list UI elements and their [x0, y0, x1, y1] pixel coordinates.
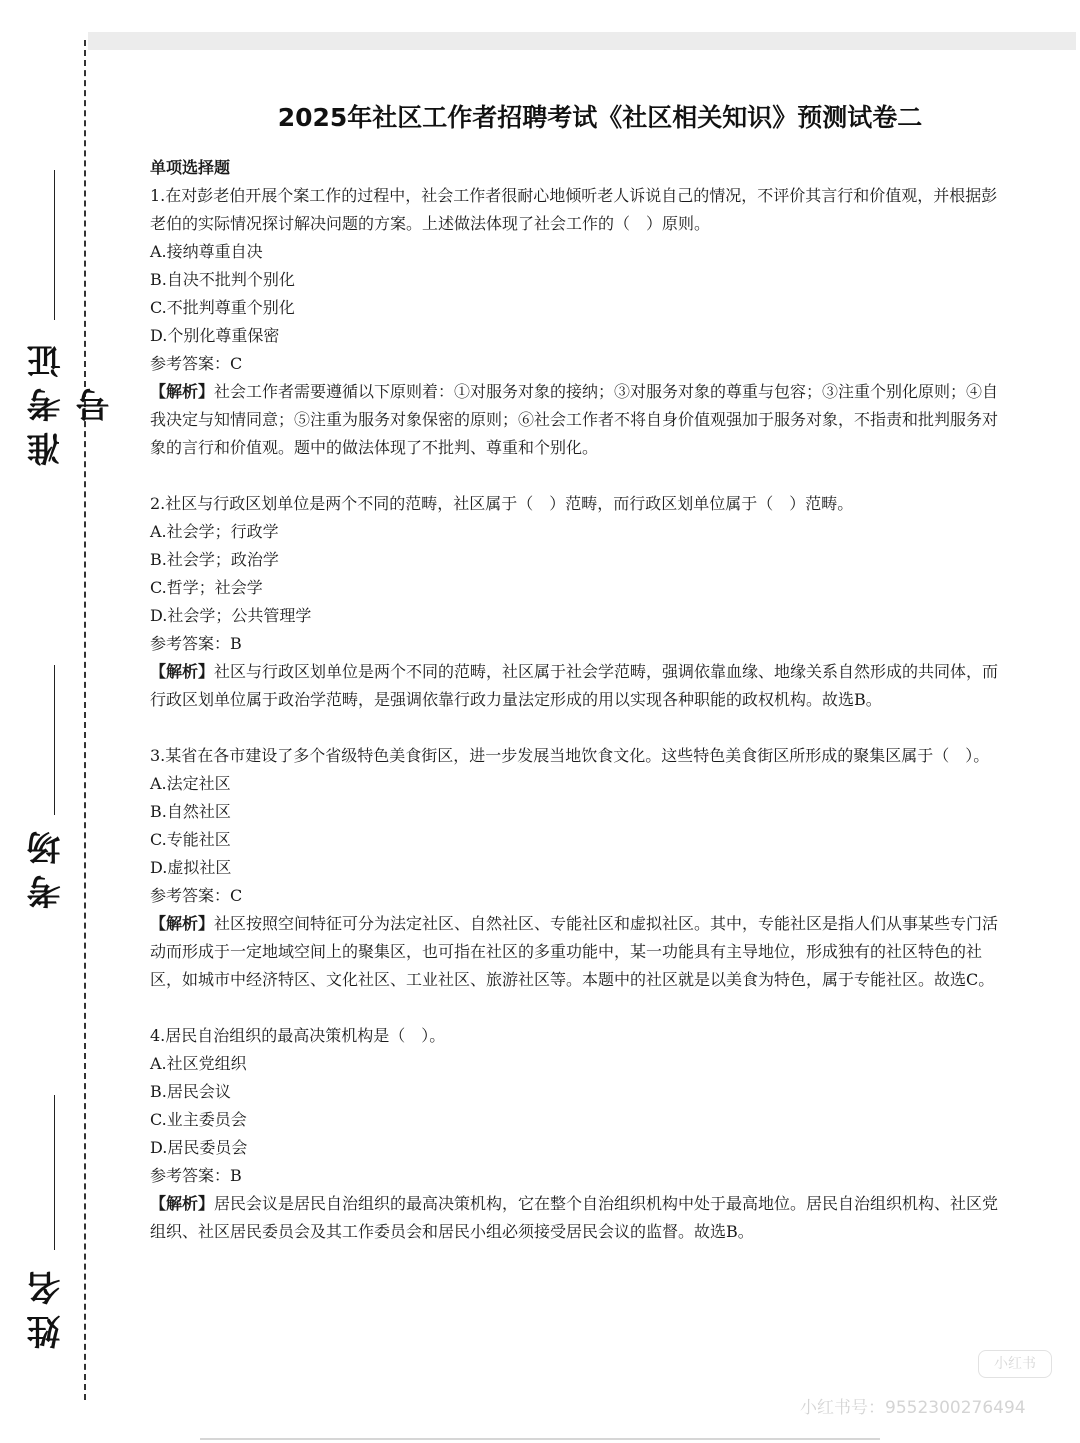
- answer: 参考答案：B: [150, 1166, 242, 1185]
- watermark-logo: 小红书: [978, 1350, 1052, 1378]
- option: C.专能社区: [150, 830, 231, 849]
- option: A.法定社区: [150, 774, 231, 793]
- explanation: [150, 1190, 1010, 1246]
- question-text: 3.某省在各市建设了多个省级特色美食街区，进一步发展当地饮食文化。这些特色美食街区所形成的聚集区属于（ ）。: [150, 746, 990, 765]
- question-text: 1.在对彭老伯开展个案工作的过程中，社会工作者很耐心地倾听老人诉说自己的情况，不评价其言行和价值观，并根据彭老伯的实际情况探讨解决问题的方案。上述做法体现了社会工作的（ ）原则。: [150, 186, 998, 233]
- answer: 参考答案：C: [150, 886, 243, 905]
- option: D.社会学；公共管理学: [150, 606, 312, 625]
- option: C.哲学；社会学: [150, 578, 263, 597]
- question-text: 4.居民自治组织的最高决策机构是（ ）。: [150, 1026, 446, 1045]
- explanation-label: 【解析】: [150, 1194, 215, 1213]
- side-label-admission-no: 准考证号: [27, 334, 116, 466]
- explanation-label: 【解析】: [150, 914, 215, 933]
- option: B.自决不批判个别化: [150, 270, 295, 289]
- option: C.业主委员会: [150, 1110, 247, 1129]
- option: C.不批判尊重个别化: [150, 298, 295, 317]
- side-rule: [54, 170, 55, 320]
- explanation-text: 社区与行政区划单位是两个不同的范畴，社区属于社会学范畴，强调依靠血缘、地缘关系自然形成的共同体，而行政区划单位属于政治学范畴，是强调依靠行政力量法定形成的用以实现各种职能的政权机构。故选B。: [150, 662, 999, 709]
- side-label-name: 姓名: [27, 1261, 67, 1349]
- option: D.虚拟社区: [150, 858, 232, 877]
- explanation-text: 社区按照空间特征可分为法定社区、自然社区、专能社区和虚拟社区。其中，专能社区是指人们从事某些专门活动而形成于一定地域空间上的聚集区，也可指在社区的多重功能中，某一功能具有主导地位，形成独有的社区特色的社区，如城市中经济特区、文化社区、工业社区、旅游社区等。本题中的社区就是以美食为特色，属于专能社区。故选C。: [150, 914, 999, 989]
- explanation: [150, 658, 1010, 714]
- option: D.居民委员会: [150, 1138, 248, 1157]
- question-item: [150, 182, 1010, 462]
- option: B.居民会议: [150, 1082, 231, 1101]
- top-strip: [88, 32, 1076, 50]
- option: B.自然社区: [150, 802, 231, 821]
- question-item: [150, 742, 1010, 994]
- option: A.社区党组织: [150, 1054, 247, 1073]
- section-heading: 单项选择题: [150, 158, 231, 177]
- explanation-label: 【解析】: [150, 662, 215, 681]
- answer: 参考答案：B: [150, 634, 242, 653]
- side-rule: [54, 665, 55, 815]
- bottom-divider: [200, 1438, 880, 1440]
- explanation: [150, 378, 1010, 462]
- option: A.接纳尊重自决: [150, 242, 263, 261]
- question-item: [150, 490, 1010, 714]
- cut-line: [84, 40, 86, 1400]
- question-list: [150, 154, 1010, 1246]
- side-rule: [54, 1095, 55, 1250]
- explanation: [150, 910, 1010, 994]
- side-label-exam-room: 考场: [27, 821, 67, 909]
- explanation-label: 【解析】: [150, 382, 215, 401]
- option: A.社会学；行政学: [150, 522, 279, 541]
- question-item: [150, 1022, 1010, 1246]
- explanation-text: 社会工作者需要遵循以下原则着：①对服务对象的接纳；③对服务对象的尊重与包容；③注重个别化原则；④自我决定与知情同意；⑤注重为服务对象保密的原则；⑥社会工作者不将自身价值观强加于服务对象，不指责和批判服务对象的言行和价值观。题中的做法体现了不批判、尊重和个别化。: [150, 382, 999, 457]
- answer: 参考答案：C: [150, 354, 243, 373]
- option: D.个别化尊重保密: [150, 326, 280, 345]
- explanation-text: 居民会议是居民自治组织的最高决策机构，它在整个自治组织机构中处于最高地位。居民自治组织机构、社区党组织、社区居民委员会及其工作委员会和居民小组必须接受居民会议的监督。故选B。: [150, 1194, 999, 1241]
- question-text: 2.社区与行政区划单位是两个不同的范畴，社区属于（ ）范畴，而行政区划单位属于（ ）范畴。: [150, 494, 854, 513]
- option: B.社会学；政治学: [150, 550, 279, 569]
- watermark-id: 小红书号：9552300276494: [800, 1398, 1026, 1418]
- document-title: 2025年社区工作者招聘考试《社区相关知识》预测试卷二: [277, 103, 923, 132]
